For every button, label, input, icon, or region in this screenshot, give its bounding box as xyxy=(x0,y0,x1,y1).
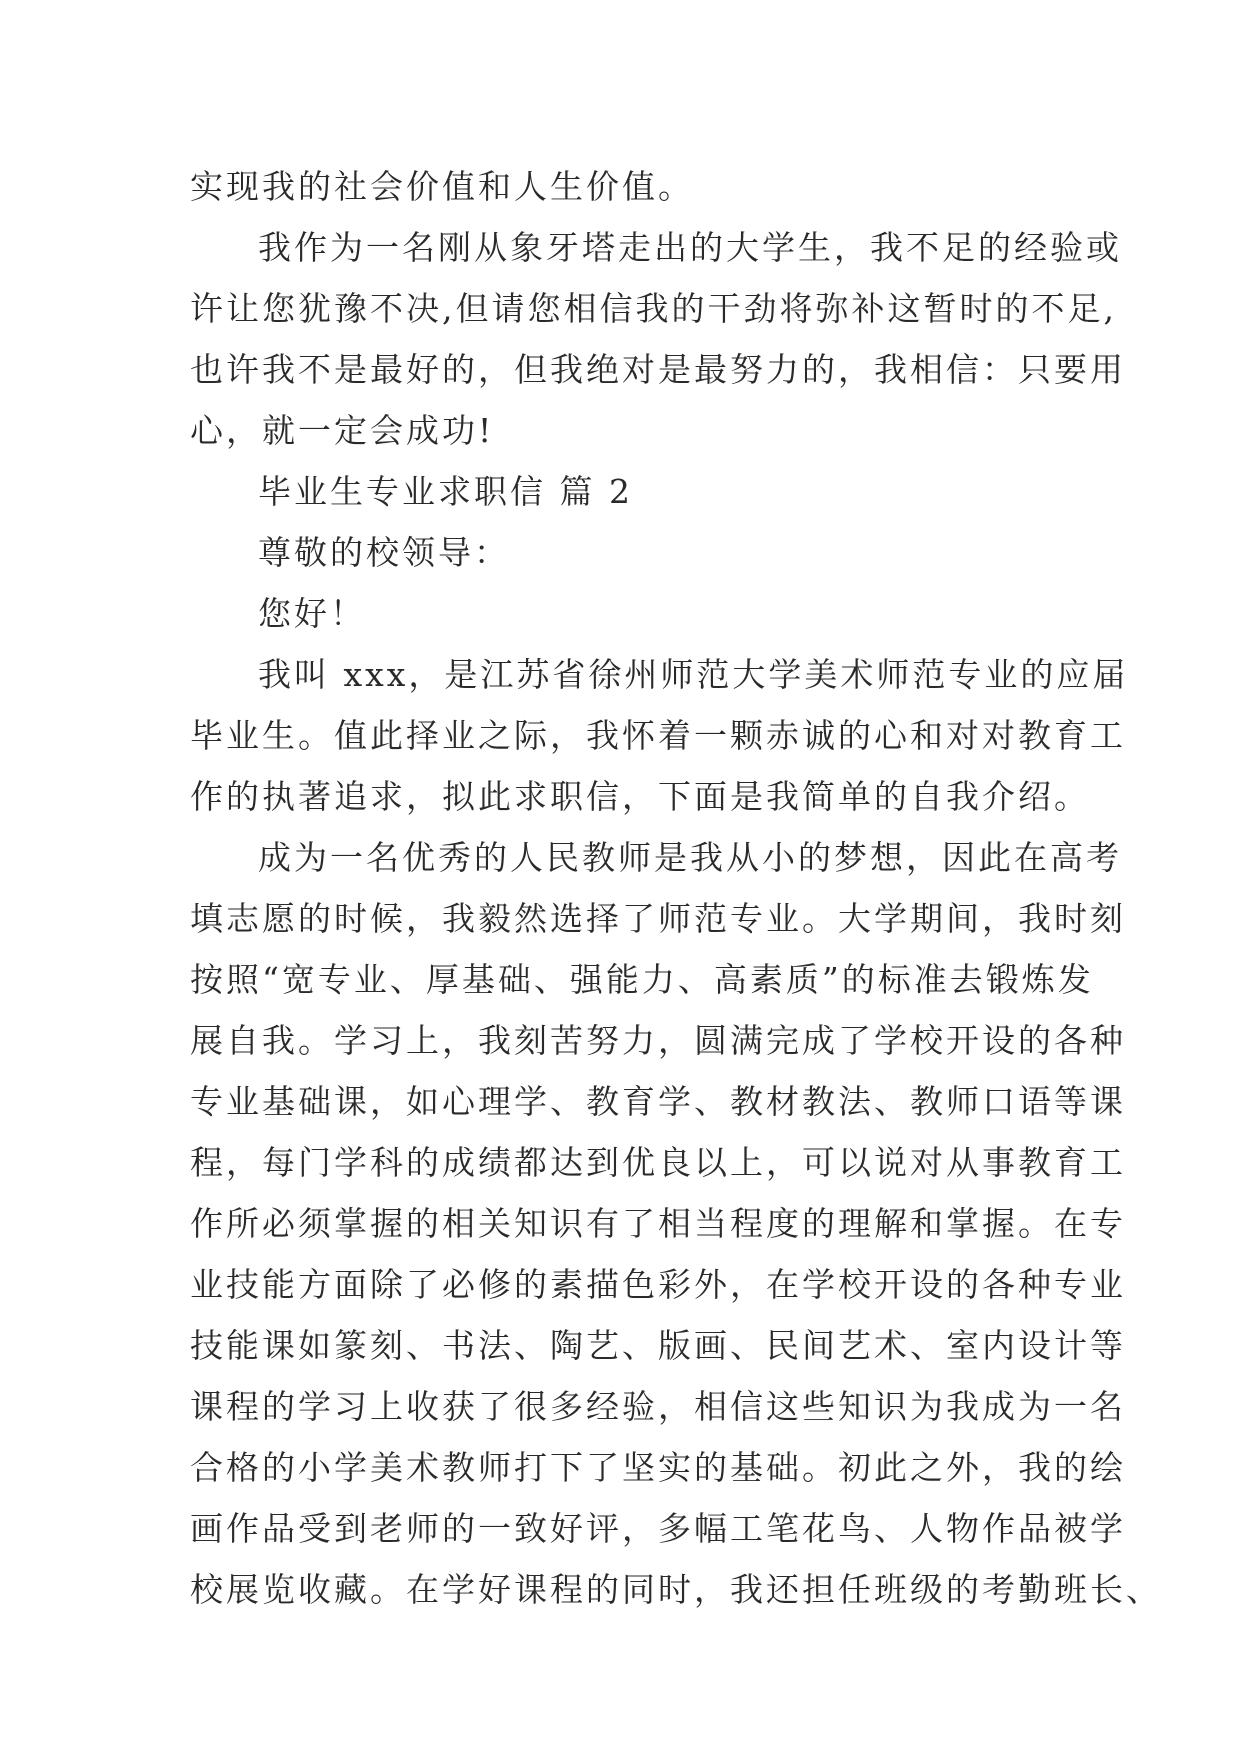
text-line: 成为一名优秀的人民教师是我从小的梦想，因此在高考 xyxy=(258,838,1122,877)
text-line: 我叫 xxx，是江苏省徐州师范大学美术师范专业的应届 xyxy=(258,655,1129,694)
text-line: 作所必须掌握的相关知识有了相当程度的理解和掌握。在专 xyxy=(190,1204,1126,1243)
text-line: 按照“宽专业、厚基础、强能力、高素质”的标准去锻炼发 xyxy=(190,960,1094,999)
text-line: 画作品受到老师的一致好评，多幅工笔花鸟、人物作品被学 xyxy=(190,1509,1126,1548)
text-line: 业技能方面除了必修的素描色彩外，在学校开设的各种专业 xyxy=(190,1265,1126,1304)
text-line: 程，每门学科的成绩都达到优良以上，可以说对从事教育工 xyxy=(190,1143,1126,1182)
text-line: 尊敬的校领导： xyxy=(258,533,510,572)
document-body xyxy=(190,156,1162,1620)
text-line: 毕业生专业求职信 篇 2 xyxy=(258,472,633,511)
text-line: 也许我不是最好的，但我绝对是最努力的，我相信：只要用 xyxy=(190,350,1126,389)
text-line: 专业基础课，如心理学、教育学、教材教法、教师口语等课 xyxy=(190,1082,1126,1121)
text-line: 技能课如篆刻、书法、陶艺、版画、民间艺术、室内设计等 xyxy=(190,1326,1126,1365)
text-line: 我作为一名刚从象牙塔走出的大学生，我不足的经验或 xyxy=(258,228,1122,267)
text-line: 心，就一定会成功! xyxy=(190,411,495,450)
text-line: 课程的学习上收获了很多经验，相信这些知识为我成为一名 xyxy=(190,1387,1126,1426)
text-line: 校展览收藏。在学好课程的同时，我还担任班级的考勤班长、 xyxy=(190,1570,1162,1609)
text-line: 实现我的社会价值和人生价值。 xyxy=(190,167,694,206)
text-line: 合格的小学美术教师打下了坚实的基础。初此之外，我的绘 xyxy=(190,1448,1126,1487)
text-line: 作的执著追求，拟此求职信，下面是我简单的自我介绍。 xyxy=(190,777,1090,816)
text-line: 毕业生。值此择业之际，我怀着一颗赤诚的心和对对教育工 xyxy=(190,716,1126,755)
text-line: 展自我。学习上，我刻苦努力，圆满完成了学校开设的各种 xyxy=(190,1021,1126,1060)
text-line: 填志愿的时候，我毅然选择了师范专业。大学期间，我时刻 xyxy=(190,899,1126,938)
text-line: 许让您犹豫不决,但请您相信我的干劲将弥补这暂时的不足, xyxy=(190,289,1117,328)
text-line: 您好！ xyxy=(258,594,366,633)
